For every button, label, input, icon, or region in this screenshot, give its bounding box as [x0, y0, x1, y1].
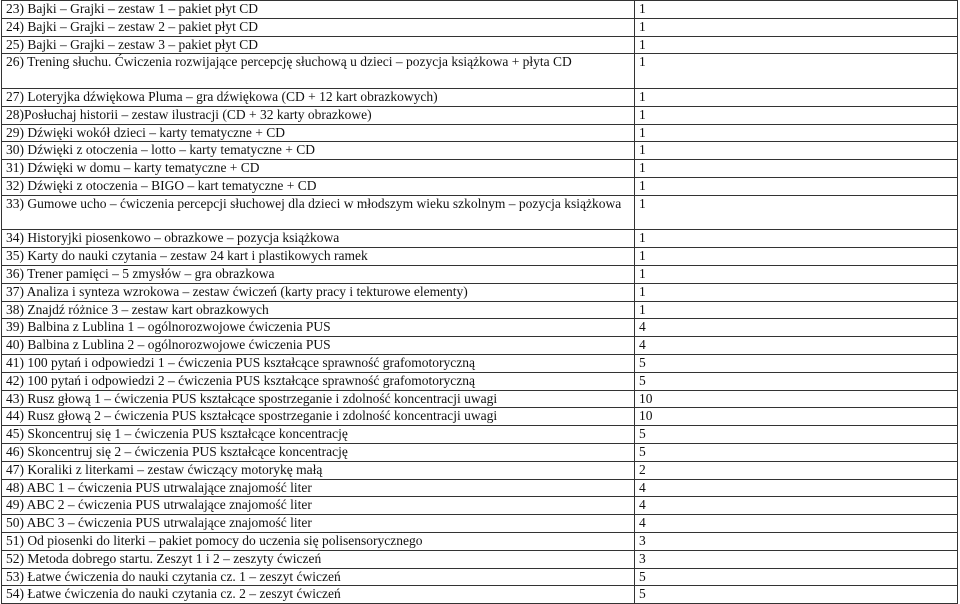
- item-name-cell: 34) Historyjki piosenkowo – obrazkowe – pozycja książkowa: [2, 230, 635, 248]
- items-table: [1, 0, 958, 604]
- item-name-cell: 33) Gumowe ucho – ćwiczenia percepcji słuchowej dla dzieci w młodszym wieku szkolnym – pozycja książkowa: [2, 195, 635, 230]
- table-row: [2, 319, 958, 337]
- table-row: [2, 124, 958, 142]
- item-quantity-cell: 1: [634, 195, 957, 230]
- table-row: [2, 283, 958, 301]
- item-quantity-cell: 1: [634, 265, 957, 283]
- item-quantity-cell: 1: [634, 18, 957, 36]
- item-quantity-cell: 4: [634, 337, 957, 355]
- item-name-cell: 24) Bajki – Grajki – zestaw 2 – pakiet płyt CD: [2, 18, 635, 36]
- item-name-cell: 51) Od piosenki do literki – pakiet pomocy do uczenia się polisensorycznego: [2, 532, 635, 550]
- item-quantity-cell: 1: [634, 142, 957, 160]
- table-row: [2, 372, 958, 390]
- item-quantity-cell: 5: [634, 586, 957, 604]
- item-quantity-cell: 1: [634, 124, 957, 142]
- item-quantity-cell: 3: [634, 532, 957, 550]
- table-row: [2, 426, 958, 444]
- item-name-cell: 45) Skoncentruj się 1 – ćwiczenia PUS kształcące koncentrację: [2, 426, 635, 444]
- item-name-cell: 30) Dźwięki z otoczenia – lotto – karty tematyczne + CD: [2, 142, 635, 160]
- item-quantity-cell: 1: [634, 301, 957, 319]
- table-row: [2, 408, 958, 426]
- item-quantity-cell: 5: [634, 372, 957, 390]
- item-name-cell: 49) ABC 2 – ćwiczenia PUS utrwalające znajomość liter: [2, 497, 635, 515]
- table-row: [2, 265, 958, 283]
- item-quantity-cell: 5: [634, 354, 957, 372]
- table-row: [2, 390, 958, 408]
- item-quantity-cell: 4: [634, 319, 957, 337]
- item-name-cell: 39) Balbina z Lublina 1 – ogólnorozwojowe ćwiczenia PUS: [2, 319, 635, 337]
- item-name-cell: 36) Trener pamięci – 5 zmysłów – gra obrazkowa: [2, 265, 635, 283]
- item-quantity-cell: 2: [634, 461, 957, 479]
- item-name-cell: 28)Posłuchaj historii – zestaw ilustracji (CD + 32 karty obrazkowe): [2, 106, 635, 124]
- table-row: [2, 1, 958, 19]
- table-row: [2, 54, 958, 89]
- table-row: [2, 550, 958, 568]
- item-name-cell: 47) Koraliki z literkami – zestaw ćwiczący motorykę małą: [2, 461, 635, 479]
- table-row: [2, 461, 958, 479]
- item-quantity-cell: 1: [634, 230, 957, 248]
- item-quantity-cell: 5: [634, 443, 957, 461]
- item-quantity-cell: 10: [634, 390, 957, 408]
- item-name-cell: 42) 100 pytań i odpowiedzi 2 – ćwiczenia PUS kształcące sprawność grafomotoryczną: [2, 372, 635, 390]
- table-row: [2, 142, 958, 160]
- item-quantity-cell: 1: [634, 1, 957, 19]
- item-quantity-cell: 3: [634, 550, 957, 568]
- table-row: [2, 497, 958, 515]
- item-name-cell: 44) Rusz głową 2 – ćwiczenia PUS kształcące spostrzeganie i zdolność koncentracji uwagi: [2, 408, 635, 426]
- item-quantity-cell: 1: [634, 106, 957, 124]
- table-row: [2, 532, 958, 550]
- item-quantity-cell: 1: [634, 54, 957, 89]
- item-name-cell: 43) Rusz głową 1 – ćwiczenia PUS kształcące spostrzeganie i zdolność koncentracji uwagi: [2, 390, 635, 408]
- table-row: [2, 177, 958, 195]
- item-quantity-cell: 1: [634, 88, 957, 106]
- item-quantity-cell: 1: [634, 248, 957, 266]
- item-name-cell: 25) Bajki – Grajki – zestaw 3 – pakiet płyt CD: [2, 36, 635, 54]
- table-row: [2, 515, 958, 533]
- item-name-cell: 29) Dźwięki wokół dzieci – karty tematyczne + CD: [2, 124, 635, 142]
- item-quantity-cell: 1: [634, 177, 957, 195]
- table-row: [2, 354, 958, 372]
- table-row: [2, 568, 958, 586]
- item-name-cell: 37) Analiza i synteza wzrokowa – zestaw ćwiczeń (karty pracy i tekturowe elementy): [2, 283, 635, 301]
- item-quantity-cell: 4: [634, 497, 957, 515]
- item-name-cell: 23) Bajki – Grajki – zestaw 1 – pakiet płyt CD: [2, 1, 635, 19]
- item-name-cell: 48) ABC 1 – ćwiczenia PUS utrwalające znajomość liter: [2, 479, 635, 497]
- item-name-cell: 35) Karty do nauki czytania – zestaw 24 kart i plastikowych ramek: [2, 248, 635, 266]
- table-row: [2, 160, 958, 178]
- item-name-cell: 32) Dźwięki z otoczenia – BIGO – kart tematyczne + CD: [2, 177, 635, 195]
- table-row: [2, 337, 958, 355]
- item-quantity-cell: 1: [634, 36, 957, 54]
- table-row: [2, 88, 958, 106]
- item-name-cell: 50) ABC 3 – ćwiczenia PUS utrwalające znajomość liter: [2, 515, 635, 533]
- item-name-cell: 27) Loteryjka dźwiękowa Pluma – gra dźwiękowa (CD + 12 kart obrazkowych): [2, 88, 635, 106]
- item-quantity-cell: 10: [634, 408, 957, 426]
- item-quantity-cell: 4: [634, 515, 957, 533]
- item-name-cell: 38) Znajdź różnice 3 – zestaw kart obrazkowych: [2, 301, 635, 319]
- item-quantity-cell: 5: [634, 426, 957, 444]
- table-row: [2, 195, 958, 230]
- item-name-cell: 31) Dźwięki w domu – karty tematyczne + CD: [2, 160, 635, 178]
- item-quantity-cell: 1: [634, 160, 957, 178]
- item-quantity-cell: 4: [634, 479, 957, 497]
- table-row: [2, 36, 958, 54]
- item-name-cell: 40) Balbina z Lublina 2 – ogólnorozwojowe ćwiczenia PUS: [2, 337, 635, 355]
- item-quantity-cell: 1: [634, 283, 957, 301]
- item-name-cell: 54) Łatwe ćwiczenia do nauki czytania cz. 2 – zeszyt ćwiczeń: [2, 586, 635, 604]
- item-name-cell: 26) Trening słuchu. Ćwiczenia rozwijające percepcję słuchową u dzieci – pozycja książkowa + płyta CD: [2, 54, 635, 89]
- table-row: [2, 479, 958, 497]
- table-row: [2, 301, 958, 319]
- table-row: [2, 443, 958, 461]
- item-name-cell: 41) 100 pytań i odpowiedzi 1 – ćwiczenia PUS kształcące sprawność grafomotoryczną: [2, 354, 635, 372]
- table-row: [2, 18, 958, 36]
- table-row: [2, 230, 958, 248]
- table-row: [2, 248, 958, 266]
- item-name-cell: 46) Skoncentruj się 2 – ćwiczenia PUS kształcące koncentrację: [2, 443, 635, 461]
- item-name-cell: 53) Łatwe ćwiczenia do nauki czytania cz. 1 – zeszyt ćwiczeń: [2, 568, 635, 586]
- item-name-cell: 52) Metoda dobrego startu. Zeszyt 1 i 2 – zeszyty ćwiczeń: [2, 550, 635, 568]
- table-row: [2, 106, 958, 124]
- table-row: [2, 586, 958, 604]
- item-quantity-cell: 5: [634, 568, 957, 586]
